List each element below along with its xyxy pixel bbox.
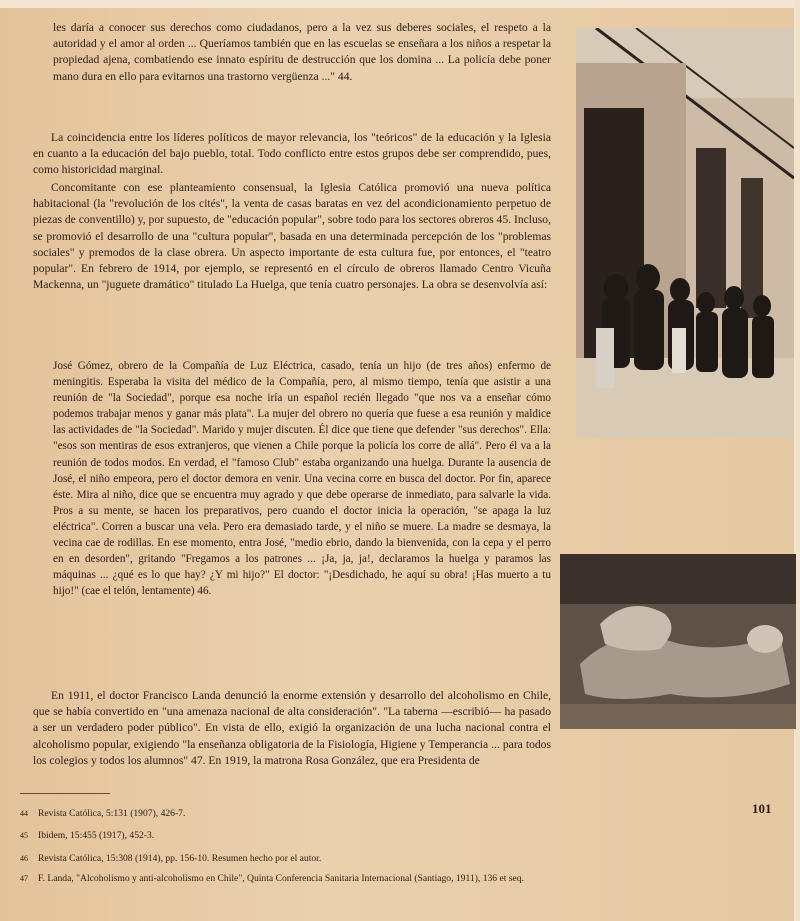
paragraph-coincidence: La coincidencia entre los líderes políticos de mayor relevancia, los "teóricos" de la educación y la Iglesia en cuanto a la educación del bajo pueblo, total. Todo conflicto entre estos grupos debe ser comprendido, pues, como historicidad marginal. [33, 131, 551, 177]
paragraph-play-summary: José Gómez, obrero de la Compañía de Luz Eléctrica, casado, tenía un hijo (de tres años) enfermo de meningitis. Esperaba la visita del médico de la Compañía, pero, al mismo tiempo, tenía que asistir a una reunión de "la Sociedad", porque esa noche iría un español recién llegado "que nos va a enseñar cómo podemos trabajar menos y ganar más plata". La mujer del obrero no quería que fuese a esa reunión y maldice las actividades de "la Sociedad". Marido y mujer discuten. Él dice que tiene que defender "sus derechos". Ella: "esos son mentiras de esos extranjeros, que vienen a Chile porque la policía los corre de allá". Pero él va a la reunión de todos modos. En verdad, el "famoso Club" estaba organizando una huelga. Durante la ausencia de José, el niño empeora, pero el doctor demora en venir. Una vecina corre en busca del doctor. Por fin, aparece éste. Mira al niño, dice que se encuentra muy agrado y que debe operarse de inmediato, para salvarle la vida. Pros a su mente, se hacen los preparativos, pero cuando el doctor inicia la operación, "se apaga la luz eléctrica". Corren a buscar una vela. Pero era demasiado tarde, y el niño se muere. La madre se desmaya, la vecina cae de rodillas. En ese momento, entra José, "medio ebrio, dando la bienvenida, con la cepa y el perro en en desorden", gritando "Fregamos a los patrones ... ¡Ja, ja, ja!, declaramos la huelga y paramos las máquinas ... ¿qué es lo que hay? ¿Y mi hijo?" El doctor: "¡Desdichado, he aquí su obra! ¡Has muerto a tu hijo!" (cae el telón, lentamente) 46. [53, 360, 551, 598]
footnote [20, 853, 580, 865]
footnote [20, 808, 580, 820]
fallen-man-photo-drawing [560, 554, 796, 729]
footnote-number: 46 [20, 854, 28, 863]
footnote-number: 45 [20, 831, 28, 840]
footnote [20, 873, 580, 885]
footnote-text: Revista Católica, 5:131 (1907), 426-7. [38, 808, 186, 819]
footnote-number: 47 [20, 874, 28, 883]
scan-edge-right [794, 0, 800, 921]
footnote-text: Ibidem, 15:455 (1917), 452-3. [38, 830, 155, 841]
fallen-man-photo [560, 554, 796, 729]
paragraph-church-policy: Concomitante con ese planteamiento consensual, la Iglesia Católica promovió una nueva política habitacional (la "revolución de los cités", la venta de casas baratas en vez del acondicionamiento perpetuo de piezas de conventillo) y, por supuesto, de "educación popular", sobre todo para los sectores obreros 45. Incluso, se promovió el desarrollo de una "cultura popular", basada en una determinada percepción de los "problemas sociales" y premodos de la clase obrera. Un aspecto importante de esta cultura fue, por entonces, el "teatro popular". En febrero de 1914, por ejemplo, se representó en el círculo de obreros llamado Centro Vicuña Mackenna, un "juguete dramático" titulado La Huelga, que tenía cuatro personajes. La obra se desenvolvía así: [33, 181, 551, 292]
paragraph-alcoholism: En 1911, el doctor Francisco Landa denunció la enorme extensión y desarrollo del alcoholismo en Chile, que se había convertido en "una amenaza nacional de alta consideración". "La taberna —escribió— ha pasado a ser un verdadero poder público". En vista de ello, exigió la organización de una lucha nacional contra el alcoholismo popular, exigiendo "la enseñanza obligatoria de la Fisiología, Higiene y Temperancia ... para todos los colegios y todos los alumnos" 47. En 1919, la matrona Rosa González, que era Presidenta de [33, 689, 551, 767]
paragraph-quote-end: les daría a conocer sus derechos como ciudadanos, pero a la vez sus deberes sociales, el respeto a la autoridad y el amor al orden ... Queríamos también que en las escuelas se enseñara a los niños a respetar la propiedad ajena, combatiendo ese innato espíritu de destrucción que los domina ... La policía debe poner mano dura en ello para evitarnos una trastorno vergüenza ..." 44. [53, 21, 551, 83]
footnote-text: F. Landa, "Alcoholismo y anti-alcoholismo en Chile", Quinta Conferencia Sanitaria Internacional (Santiago, 1911), 136 et seq. [38, 873, 525, 884]
street-scene-photo [576, 28, 794, 438]
footnote-separator [20, 793, 110, 794]
footnote-number: 44 [20, 809, 28, 818]
street-scene-photo-drawing [576, 28, 794, 438]
footnote [20, 830, 580, 842]
page-number: 101 [752, 801, 772, 816]
footnote-text: Revista Católica, 15:308 (1914), pp. 156-10. Resumen hecho por el autor. [38, 853, 322, 864]
scan-edge-top [0, 0, 800, 8]
